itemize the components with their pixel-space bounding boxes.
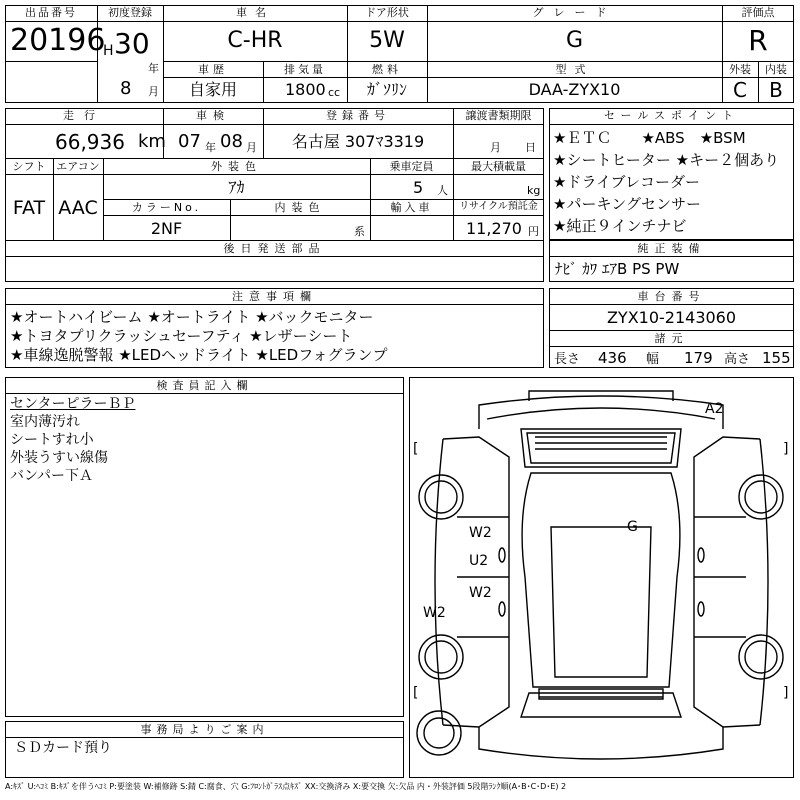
legend-text: A:ｷｽﾞ U:ﾍｺﾐ B:ｷｽﾞを伴うﾍｺﾐ P:要塗装 W:補修跡 S:錆 C:腐食、穴 G:ﾌﾛﾝﾄｶﾞﾗｽ点ｷｽﾞ XX:交換済み X:要交換 欠:欠品 内・外装評価 5段階ﾗﾝｸ順(A･B･C･D･E) 2 [5, 782, 567, 791]
interior-label: 内装 [765, 63, 787, 76]
car-name-label: 車名 [236, 6, 274, 19]
grade-label: グレード [532, 6, 617, 19]
lot-number: 20196 [10, 23, 106, 58]
height-value: 155 [762, 349, 791, 367]
height-label: 高さ [724, 352, 751, 367]
sales-item: ★シートヒーター ★キー２個あり [553, 151, 780, 169]
inspection-year-unit: 年 [205, 141, 216, 154]
interior-color-unit: 系 [354, 225, 365, 238]
inspector-line: 室内薄汚れ [10, 414, 80, 430]
sales-item: ★純正９インチナビ [553, 217, 687, 235]
car-damage-diagram [409, 377, 794, 778]
model-value: DAA-ZYX10 [528, 80, 621, 99]
specs-label: 諸元 [654, 332, 689, 345]
color-label: 外装色 [211, 160, 262, 173]
lot-label: 出品番号 [25, 6, 77, 19]
sales-item: ★パーキングセンサー [553, 195, 701, 213]
width-label: 幅 [646, 352, 660, 367]
damage-mark: A2 [705, 401, 724, 417]
grade-value: G [565, 28, 584, 53]
mileage-label: 走行 [63, 109, 105, 122]
score-label: 評価点 [741, 6, 775, 19]
svg-text:]: ] [783, 685, 789, 701]
era-letter: H [103, 43, 114, 59]
color-value: ｱｶ [228, 178, 245, 197]
history-label: 車歴 [198, 63, 228, 76]
shift-label: シフト [12, 160, 46, 173]
door-label: ドア形状 [365, 6, 409, 19]
inspection-year: 07 [178, 131, 201, 152]
registration-year: 30 [114, 27, 150, 60]
interior-grade: B [769, 78, 783, 102]
damage-mark: W2 [469, 525, 492, 541]
caution-line: ★オートハイビーム ★オートライト ★バックモニター [10, 308, 374, 326]
chassis-label: 車台番号 [637, 290, 706, 303]
ac-label: エアコン [56, 160, 100, 173]
svg-text:]: ] [783, 441, 789, 457]
inspector-line: シートすれ小 [10, 432, 94, 448]
svg-text:[: [ [413, 441, 419, 457]
fuel-label: 燃料 [372, 63, 402, 76]
office-value: ＳＤカード預り [14, 740, 112, 756]
displacement-label: 排気量 [284, 63, 326, 76]
width-value: 179 [684, 349, 713, 367]
recycle-label: リサイクル預託金 [459, 201, 538, 212]
history-value: 自家用 [188, 80, 237, 99]
transfer-day-unit: 日 [525, 141, 536, 154]
inspector-line: 外装うすい線傷 [10, 450, 108, 466]
office-label: 事務局よりご案内 [140, 723, 269, 736]
equipment-label: 純正装備 [637, 242, 706, 255]
capacity-unit: 人 [437, 184, 448, 197]
capacity-value: 5 [413, 178, 424, 197]
registration-month: 8 [120, 78, 132, 99]
model-label: 型式 [555, 63, 594, 76]
caution-line: ★トヨタプリクラッシュセーフティ ★レザーシート [10, 327, 353, 345]
door-value: 5W [369, 28, 405, 53]
sales-item: ★ドライブレコーダー [553, 173, 700, 191]
ac-value: AAC [58, 197, 98, 219]
sales-point-label: セールスポイント [603, 109, 739, 122]
caution-label: 注意事項欄 [232, 290, 317, 303]
damage-mark: W2 [469, 585, 492, 601]
plate-value: 名古屋 307ﾏ3319 [291, 132, 425, 151]
mileage-unit: km [138, 131, 166, 152]
length-value: 436 [598, 349, 627, 367]
load-unit: kg [527, 184, 541, 197]
first-registration-label: 初度登録 [108, 6, 152, 19]
damage-mark: G [627, 519, 638, 535]
inspection-month-unit: 月 [246, 141, 257, 154]
later-parts-label: 後日発送部品 [223, 242, 326, 255]
capacity-label: 乗車定員 [389, 160, 434, 173]
recycle-unit: 円 [528, 225, 539, 238]
fuel-value: ｶﾞｿﾘﾝ [366, 80, 407, 99]
inspection-month: 08 [220, 131, 243, 152]
transfer-label: 譲渡書類期限 [465, 109, 532, 122]
load-label: 最大積載量 [471, 160, 526, 173]
inspector-line: センターピラーＢＰ [10, 396, 136, 412]
inspector-line: バンパー下Ａ [10, 468, 94, 484]
damage-mark: W2 [423, 605, 446, 621]
exterior-label: 外装 [729, 63, 751, 76]
interior-color-label: 内装色 [274, 201, 326, 214]
year-unit: 年 [148, 62, 159, 75]
recycle-value: 11,270 [466, 219, 522, 238]
score-value: R [748, 24, 768, 57]
import-label: 輸入車 [390, 201, 433, 214]
color-no-label: カラーNo. [131, 201, 202, 214]
equipment-value: ﾅﾋﾞ ｶﾜ ｴｱB PS PW [555, 260, 680, 278]
inspection-label: 車検 [196, 109, 230, 122]
inspector-label: 検査員記入欄 [156, 379, 253, 392]
svg-text:[: [ [413, 685, 419, 701]
color-no-value: 2NF [150, 219, 183, 238]
sales-item: ★ＥＴＣ ★ABS ★BSM [553, 129, 746, 147]
month-unit: 月 [148, 85, 159, 98]
shift-value: FAT [12, 197, 46, 219]
car-name: C-HR [227, 28, 283, 53]
chassis-value: ZYX10-2143060 [606, 308, 737, 327]
plate-label: 登録番号 [326, 109, 390, 122]
exterior-grade: C [733, 78, 747, 102]
length-label: 長さ [554, 352, 581, 367]
displacement-value: 1800 [285, 80, 326, 99]
caution-line: ★車線逸脱警報 ★LEDヘッドライト ★LEDフォグランプ [10, 346, 388, 364]
damage-mark: U2 [469, 553, 489, 569]
transfer-month-unit: 月 [490, 141, 501, 154]
displacement-unit: cc [328, 86, 341, 99]
mileage-value: 66,936 [55, 130, 125, 154]
